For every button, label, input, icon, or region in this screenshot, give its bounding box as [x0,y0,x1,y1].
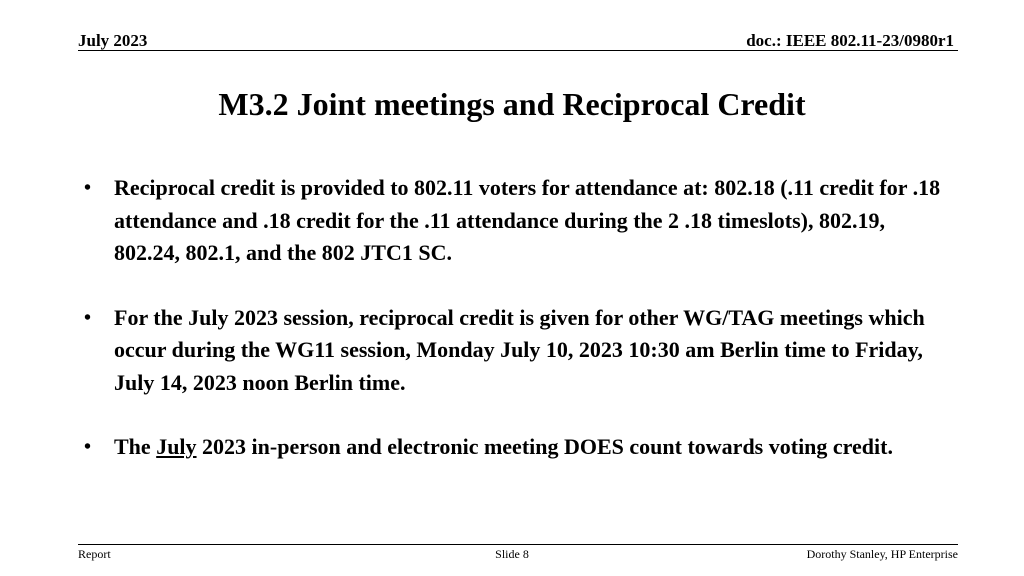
bullet-icon: • [84,436,92,458]
bullet-text-suffix: 2023 in-person and electronic meeting DOES count towards voting credit. [196,434,893,459]
bullet-item-reciprocal-credit [84,172,944,270]
bullet-text: For the July 2023 session, reciprocal credit is given for other WG/TAG meetings which occur during the WG11 session, Monday July 10, 2023 10:30 am Berlin time to Friday, July 14, 2023 noon Berlin time. [114,304,925,395]
footer-report-label: Report [78,547,111,561]
bullet-icon: • [84,177,92,199]
bullet-item-july-session [84,302,944,400]
bullet-text-prefix: The [114,434,157,459]
slide-title: M3.2 Joint meetings and Reciprocal Credit [218,86,806,122]
header-doc-id: doc.: IEEE 802.11-23/0980r1 [746,31,954,50]
bullet-text: Reciprocal credit is provided to 802.11 voters for attendance at: 802.18 (.11 credit for .18 attendance and .18 credit for the .11 attendance during the 2 .18 timeslots), 802.19, 802.24, 802.1, and the 802 JTC1 SC. [114,175,941,265]
footer-divider [78,544,958,545]
bullet-item-voting-credit [84,431,944,464]
bullet-icon: • [84,306,92,329]
bullet-text-underlined: July [156,434,197,459]
bullet-list [84,172,944,496]
footer-slide-number: Slide 8 [495,547,529,561]
footer-author: Dorothy Stanley, HP Enterprise [806,547,958,561]
header-date: July 2023 [78,31,148,50]
header-divider [78,50,958,51]
